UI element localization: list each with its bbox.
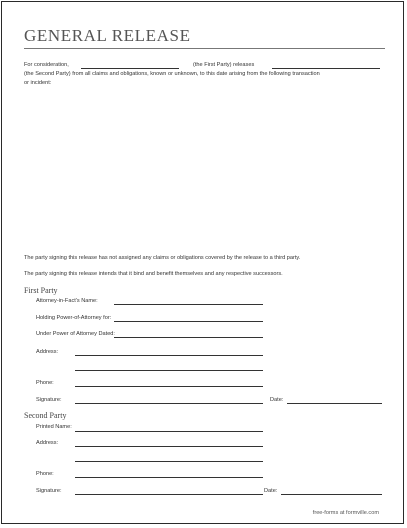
first-address-field-1[interactable] [75,355,263,356]
consideration-field[interactable] [81,68,179,69]
second-address-label: Address: [36,440,59,446]
statement-no-assignment: The party signing this release has not assigned any claims or obligations covered by the release to a third party. [24,255,301,261]
holding-poa-field[interactable] [114,321,263,322]
first-party-name-field[interactable] [272,68,380,69]
second-date-field[interactable] [281,494,382,495]
intro-or-incident: or incident: [24,80,52,86]
first-date-label: Date: [270,397,284,403]
first-address-field-2[interactable] [75,370,263,371]
title-divider [24,48,385,49]
attorney-name-field[interactable] [114,304,263,305]
first-phone-label: Phone: [36,380,54,386]
first-signature-field[interactable] [75,403,263,404]
second-phone-label: Phone: [36,471,54,477]
first-signature-label: Signature: [36,397,62,403]
intro-for-consideration: For consideration, [24,62,69,68]
document-title: GENERAL RELEASE [24,26,191,45]
second-signature-field[interactable] [75,494,263,495]
first-party-heading: First Party [24,286,58,295]
statement-binding: The party signing this release intends that it bind and benefit themselves and any respective successors. [24,271,283,277]
second-name-field[interactable] [75,431,263,432]
first-address-label: Address: [36,349,59,355]
second-signature-label: Signature: [36,488,62,494]
second-address-field-1[interactable] [75,446,263,447]
second-address-field-2[interactable] [75,461,263,462]
first-date-field[interactable] [287,403,382,404]
footer-credit: free-forms at formville.com [312,510,379,516]
attorney-name-label: Attorney-in-Fact's Name: [36,298,98,304]
holding-poa-label: Holding Power-of-Attorney for: [36,315,112,321]
release-form-page [1,1,404,524]
poa-dated-label: Under Power of Attorney Dated: [36,331,115,337]
second-date-label: Date: [264,488,278,494]
second-phone-field[interactable] [75,477,263,478]
intro-second-party-line: (the Second Party) from all claims and obligations, known or unknown, to this date arising from the following transaction [24,71,320,77]
intro-first-party-releases: (the First Party) releases [193,62,255,68]
first-phone-field[interactable] [75,386,263,387]
second-name-label: Printed Name: [36,424,72,430]
second-party-heading: Second Party [24,411,67,420]
poa-dated-field[interactable] [114,337,263,338]
